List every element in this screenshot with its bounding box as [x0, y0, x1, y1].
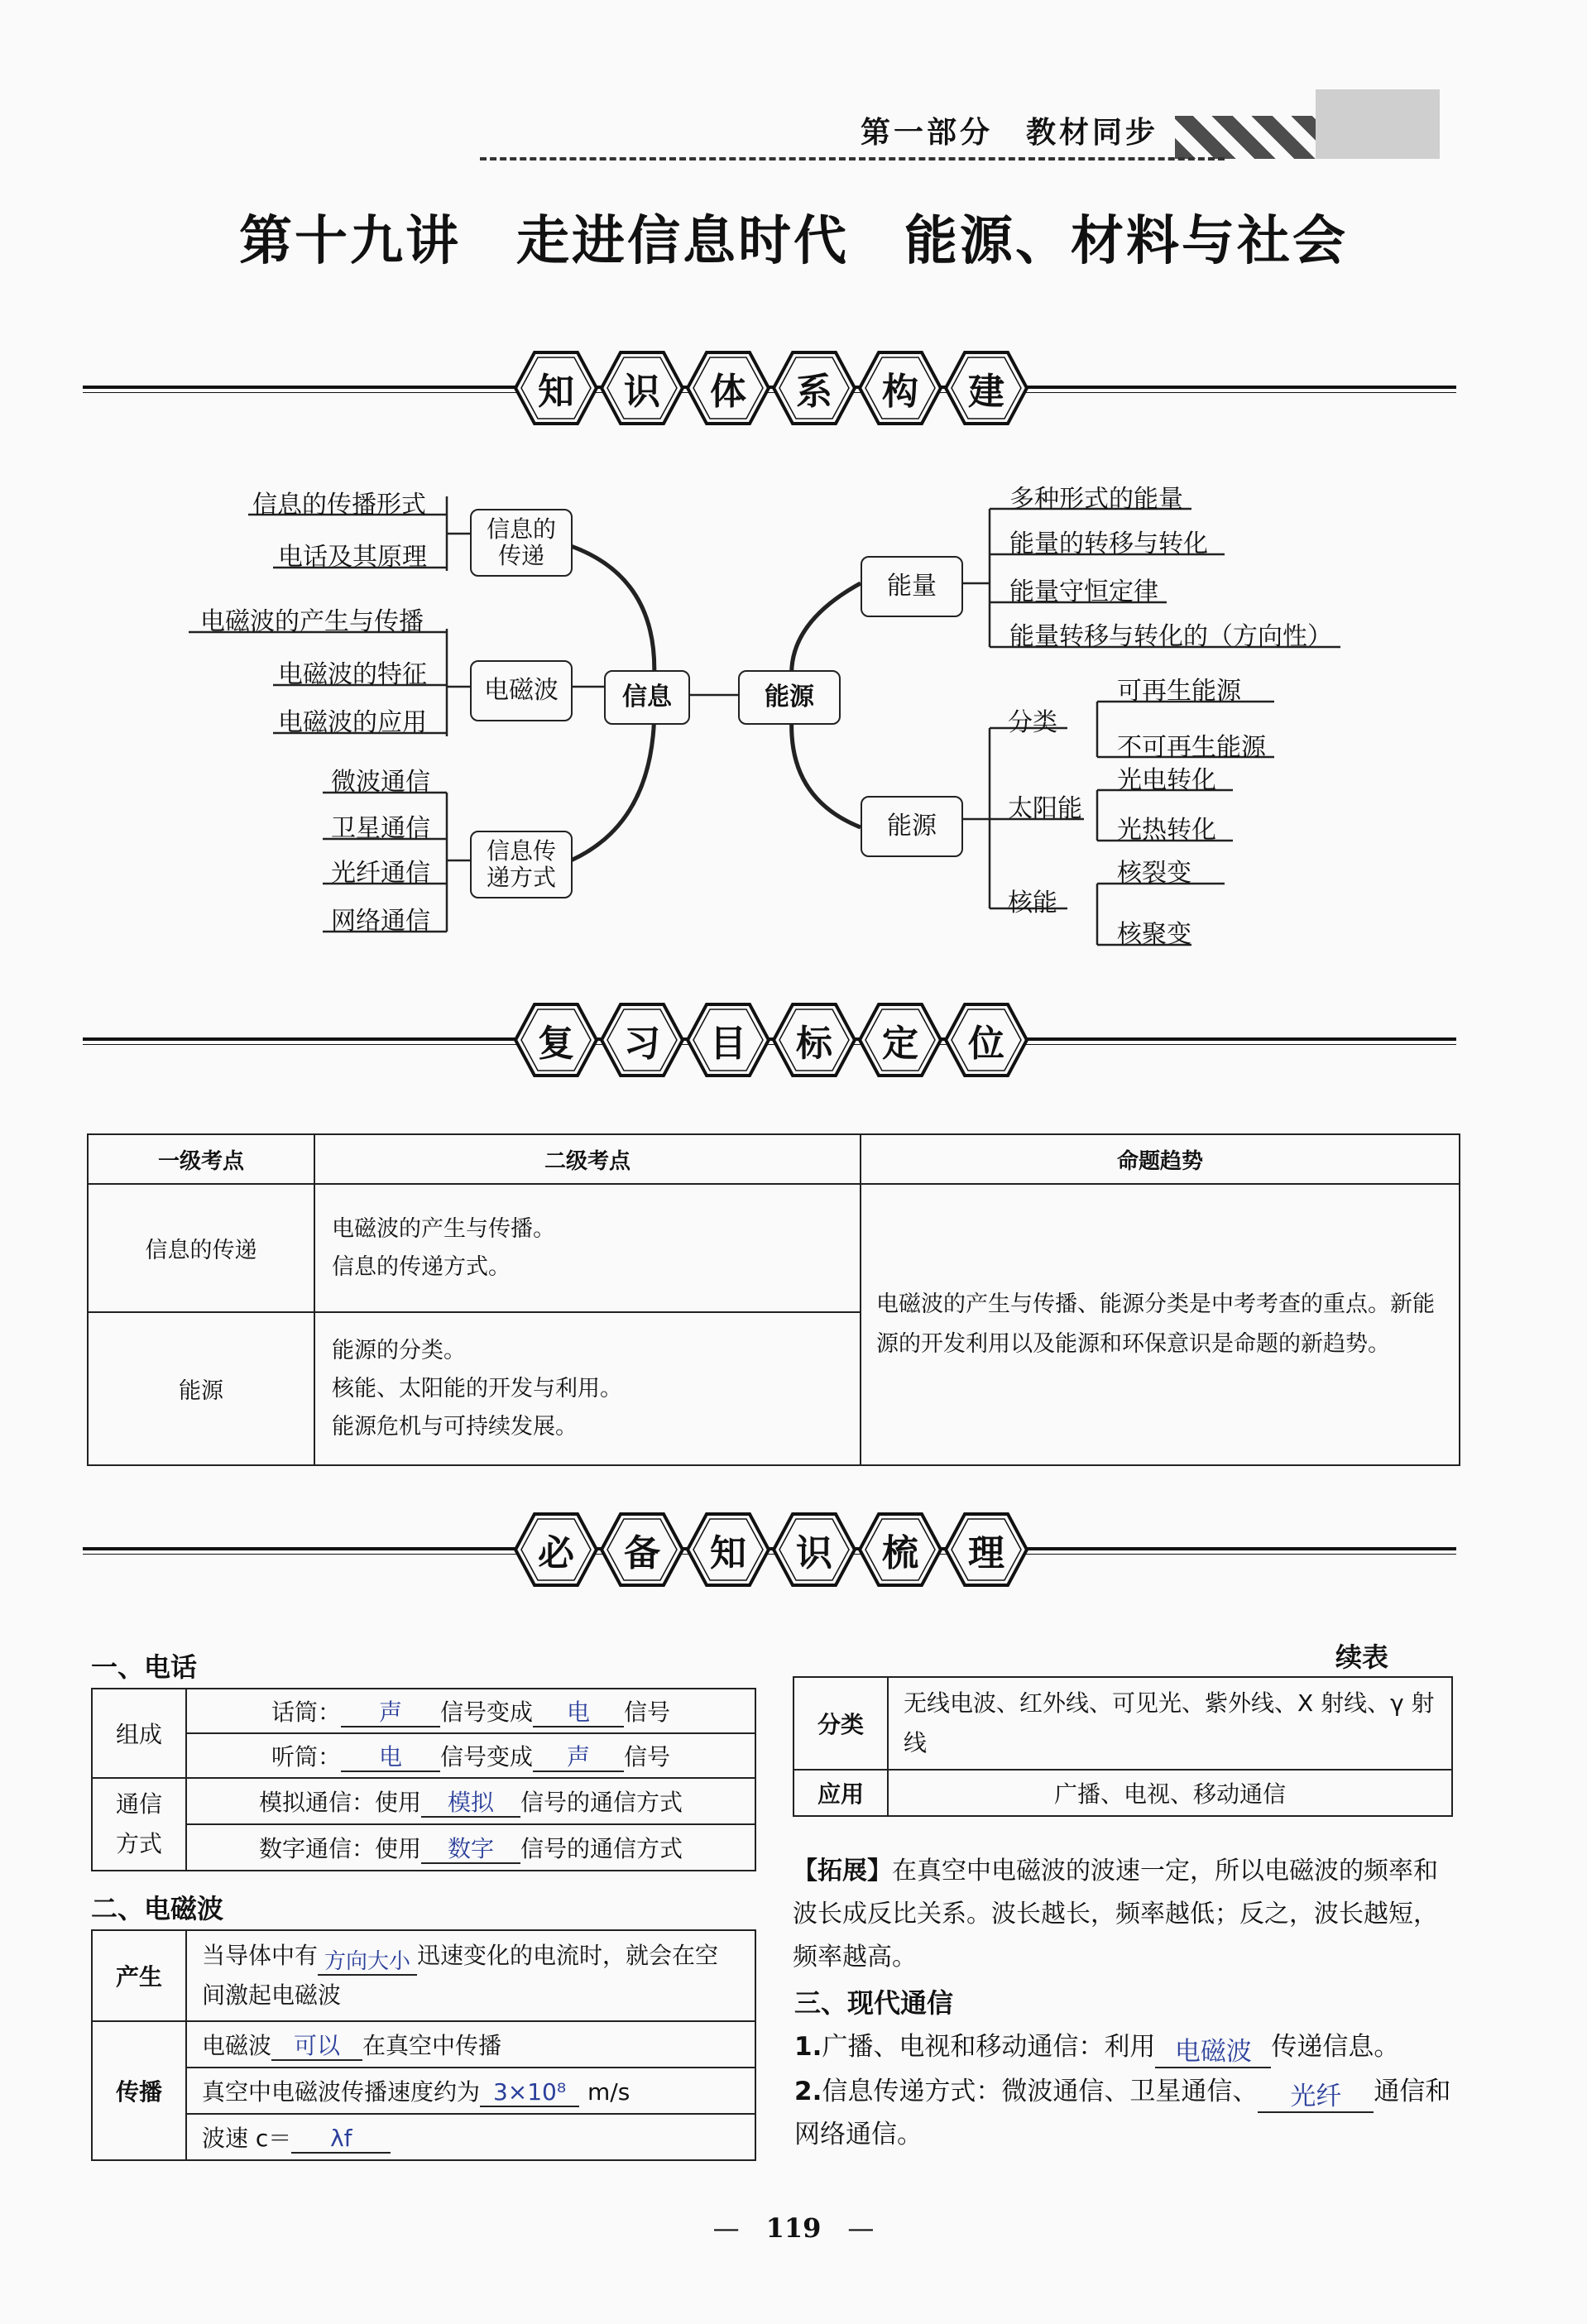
- banner-char: 知: [685, 1512, 771, 1588]
- node-energy-source: 能源: [861, 796, 963, 857]
- phone-mic-row: 话筒： 声 信号变成 电 信号: [186, 1689, 755, 1733]
- banner-char: 标: [771, 1002, 857, 1078]
- leaf-nonrenewable: 不可再生能源: [1117, 733, 1266, 762]
- leaf-method-2: 卫星通信: [331, 814, 430, 843]
- banner-char: 目: [685, 1002, 771, 1078]
- banner-char: 建: [943, 350, 1029, 426]
- phone-heading: 一、电话: [91, 1651, 198, 1683]
- leaf-solar: 太阳能: [1008, 794, 1082, 823]
- banner-char: 理: [943, 1512, 1029, 1588]
- wave-prop-row2: 真空中电磁波传播速度约为 3×10⁸ m/s: [186, 2068, 755, 2114]
- wave-gen-label: 产生: [92, 1930, 186, 2021]
- leaf-wave-1: 电磁波的产生与传播: [200, 607, 424, 636]
- goal-header-2: 二级考点: [314, 1134, 861, 1184]
- phone-digital-row: 数字通信：使用 数字 信号的通信方式: [186, 1824, 755, 1871]
- mind-map-lines: [0, 0, 1587, 960]
- wave-prop-row3: 波速 c＝ λf: [186, 2114, 755, 2160]
- leaf-photothermal: 光热转化: [1117, 816, 1216, 845]
- continued-label: 续表: [1335, 1641, 1389, 1673]
- banner-essential: [83, 1504, 1456, 1595]
- leaf-wave-2: 电磁波的特征: [278, 660, 427, 689]
- goal-table: [87, 1133, 1460, 1466]
- cont-class-label: 分类: [794, 1677, 888, 1770]
- leaf-fusion: 核聚变: [1117, 920, 1191, 949]
- leaf-info-2: 电话及其原理: [278, 543, 427, 572]
- leaf-info-1: 信息的传播形式: [252, 491, 426, 520]
- phone-analog-row: 模拟通信：使用 模拟 信号的通信方式: [186, 1778, 755, 1824]
- modern-item-1: 1.广播、电视和移动通信：利用 电磁波 传递信息。: [794, 2032, 1400, 2067]
- extend-paragraph: 【拓展】在真空中电磁波的波速一定，所以电磁波的频率和波长成反比关系。波长越长，频率越低；反之，波长越短，频率越高。: [793, 1857, 1438, 1972]
- header-section: 第一部分 教材同步: [861, 115, 1159, 150]
- node-energy-amount: 能量: [861, 556, 963, 617]
- node-em-wave: 电磁波: [470, 660, 573, 721]
- page-number: — 119 —: [712, 2212, 875, 2244]
- phone-group-compose: 组成: [92, 1689, 186, 1778]
- goal-row1-level2: 电磁波的产生与传播。 信息的传递方式。: [314, 1184, 861, 1312]
- leaf-energy-1: 多种形式的能量: [1009, 485, 1183, 514]
- banner-char: 体: [685, 350, 771, 426]
- banner-char: 位: [943, 1002, 1029, 1078]
- node-center-info: 信息: [604, 670, 690, 725]
- leaf-nuclear: 核能: [1008, 889, 1057, 918]
- page-title: 第十九讲 走进信息时代 能源、材料与社会: [239, 210, 1348, 272]
- banner-char: 识: [771, 1512, 857, 1588]
- banner-char: 备: [599, 1512, 685, 1588]
- wave-table: [91, 1929, 756, 2161]
- goal-row2-level1: 能源: [88, 1312, 314, 1465]
- wave-gen-text: 当导体中有 方向大小 迅速变化的电流时，就会在空间激起电磁波: [186, 1930, 755, 2021]
- wave-heading: 二、电磁波: [91, 1893, 224, 1924]
- leaf-fission: 核裂变: [1117, 859, 1191, 888]
- goal-trend: 电磁波的产生与传播、能源分类是中考考查的重点。新能源的开发利用以及能源和环保意识是命题的新趋势。: [861, 1184, 1460, 1465]
- banner-char: 知: [513, 350, 599, 426]
- leaf-wave-3: 电磁波的应用: [278, 708, 427, 737]
- banner-char: 构: [857, 350, 943, 426]
- goal-header-1: 一级考点: [88, 1134, 314, 1184]
- leaf-method-4: 网络通信: [331, 907, 430, 936]
- goal-header-3: 命题趋势: [861, 1134, 1460, 1184]
- banner-char: 复: [513, 1002, 599, 1078]
- leaf-method-1: 微波通信: [331, 768, 430, 797]
- leaf-photoelectric: 光电转化: [1117, 766, 1216, 795]
- continued-table: [793, 1676, 1453, 1817]
- modern-heading: 三、现代通信: [794, 1987, 954, 2019]
- cont-class-text: 无线电波、红外线、可见光、紫外线、X 射线、γ 射线: [888, 1677, 1452, 1770]
- banner-hex-row: [513, 994, 1029, 1085]
- node-info-methods: 信息传递方式: [470, 831, 573, 898]
- leaf-energy-3: 能量守恒定律: [1009, 577, 1158, 606]
- banner-char: 必: [513, 1512, 599, 1588]
- phone-table: [91, 1688, 756, 1871]
- banner-char: 定: [857, 1002, 943, 1078]
- phone-group-method: 通信方式: [92, 1778, 186, 1871]
- node-info-transmission: 信息的传递: [470, 509, 573, 577]
- modern-item-2: 2.信息传递方式：微波通信、卫星通信、 光纤 通信和网络通信。: [794, 2077, 1451, 2149]
- node-center-energy: 能源: [738, 670, 841, 725]
- banner-char: 梳: [857, 1512, 943, 1588]
- leaf-energy-2: 能量的转移与转化: [1009, 529, 1208, 558]
- banner-char: 识: [599, 350, 685, 426]
- goal-row1-level1: 信息的传递: [88, 1184, 314, 1312]
- wave-prop-row1: 电磁波 可以 在真空中传播: [186, 2021, 755, 2068]
- cont-app-text: 广播、电视、移动通信: [888, 1770, 1452, 1816]
- banner-hex-row: [513, 1504, 1029, 1595]
- leaf-source-class: 分类: [1008, 708, 1057, 737]
- leaf-renewable: 可再生能源: [1117, 677, 1241, 706]
- phone-earpiece-row: 听筒： 电 信号变成 声 信号: [186, 1733, 755, 1778]
- cont-app-label: 应用: [794, 1770, 888, 1816]
- banner-char: 系: [771, 350, 857, 426]
- leaf-energy-4: 能量转移与转化的（方向性）: [1009, 622, 1332, 651]
- wave-prop-label: 传播: [92, 2021, 186, 2160]
- banner-review: [83, 994, 1456, 1085]
- banner-char: 习: [599, 1002, 685, 1078]
- goal-row2-level2: 能源的分类。 核能、太阳能的开发与利用。 能源危机与可持续发展。: [314, 1312, 861, 1465]
- leaf-method-3: 光纤通信: [331, 859, 430, 888]
